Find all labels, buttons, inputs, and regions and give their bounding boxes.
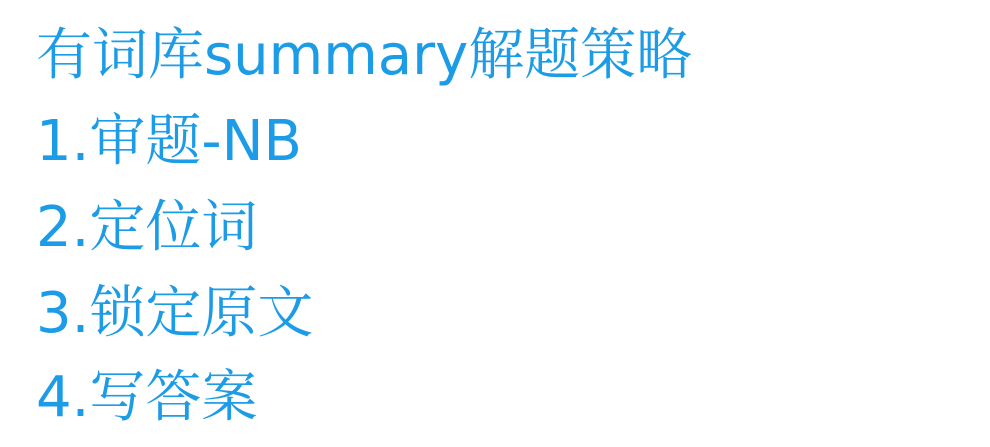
step-item-1: 1.审题-NB — [36, 109, 302, 174]
step-item-2: 2.定位词 — [36, 195, 258, 260]
slide-title: 有词库summary解题策略 — [36, 23, 693, 88]
step-item-4: 4.写答案 — [36, 365, 258, 430]
step-item-3: 3.锁定原文 — [36, 281, 314, 346]
